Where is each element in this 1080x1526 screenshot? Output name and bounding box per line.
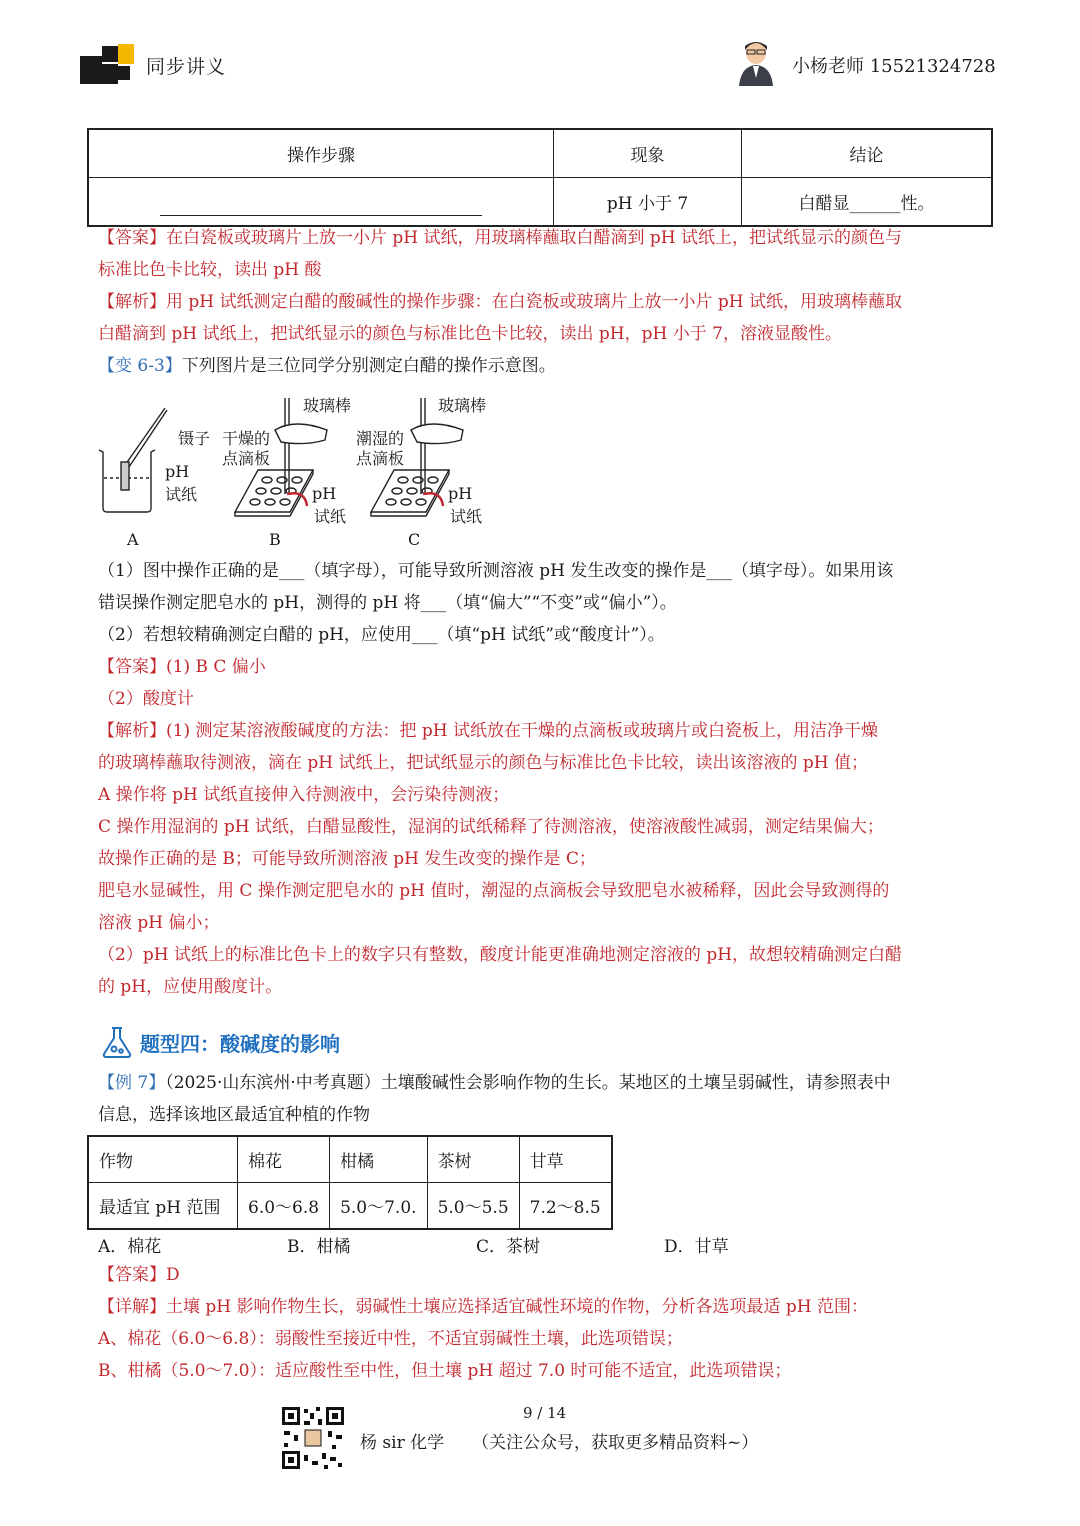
operation-table xyxy=(87,128,993,227)
td-conclusion: 白醋显______性。 xyxy=(742,178,993,227)
option-d: D．甘草 xyxy=(664,1237,729,1257)
label-tweezers: 镊子 xyxy=(178,429,211,448)
label-ph-b-1: pH xyxy=(312,484,337,503)
option-b: B．柑橘 xyxy=(287,1237,351,1257)
analysis2-line-7: 溶液 pH 偏小； xyxy=(98,913,220,933)
label-a: A xyxy=(127,530,139,549)
example7-tag: 【例 7】 xyxy=(98,1073,166,1093)
crop-header-3: 茶树 xyxy=(427,1136,519,1183)
teacher-avatar xyxy=(735,38,777,86)
crop-row-2: 5.0～7.0. xyxy=(330,1183,427,1230)
label-rod-c: 玻璃棒 xyxy=(438,396,487,415)
td-step-blank xyxy=(88,178,554,227)
label-dry-1: 干燥的 xyxy=(222,429,271,448)
option-c: C．茶树 xyxy=(476,1237,541,1257)
footer-note: （关注公众号，获取更多精品资料~） xyxy=(472,1433,759,1453)
section-title: 题型四：酸碱度的影响 xyxy=(140,1032,340,1056)
analysis2-line-4: C 操作用湿润的 pH 试纸，白醋显酸性，湿润的试纸稀释了待测溶液，使溶液酸性减弱，测定结果偏大； xyxy=(98,817,884,837)
variant-6-3 xyxy=(98,355,556,377)
crop-header-1: 棉花 xyxy=(238,1136,330,1183)
label-ph-a-1: pH xyxy=(165,462,190,481)
beaker-setup xyxy=(99,408,167,512)
detail7-line-2: A、棉花（6.0～6.8）：弱酸性至接近中性，不适宜弱碱性土壤，此选项错误； xyxy=(98,1329,683,1349)
label-rod-b: 玻璃棒 xyxy=(303,396,352,415)
label-wet-2: 点滴板 xyxy=(356,449,405,468)
analysis2-line-8: （2）pH 试纸上的标准比色卡上的数字只有整数，酸度计能更准确地测定溶液的 pH，故想较精确测定白醋 xyxy=(98,945,903,965)
analysis-line-1: 【解析】用 pH 试纸测定白醋的酸碱性的操作步骤：在白瓷板或玻璃片上放一小片 pH 试纸，用玻璃棒蘸取 xyxy=(98,292,903,312)
td-phenomenon: pH 小于 7 xyxy=(554,178,742,227)
crop-ph-table xyxy=(87,1135,613,1230)
analysis2-line-2: 的玻璃棒蘸取待测液，滴在 pH 试纸上，把试纸显示的颜色与标准比色卡比较，读出该溶液的 pH 值； xyxy=(98,753,869,773)
label-ph-c-1: pH xyxy=(448,484,473,503)
detail7-line-1: 【详解】土壤 pH 影响作物生长，弱碱性土壤应选择适宜碱性环境的作物，分析各选项最适 pH 范围： xyxy=(98,1297,869,1317)
example7-line-1 xyxy=(98,1072,891,1094)
question-line-1: （1）图中操作正确的是___（填字母），可能导致所测溶液 pH 发生改变的操作是___（填字母）。如果用该 xyxy=(98,561,894,581)
variant-tag: 【变 6-3】 xyxy=(98,356,182,376)
answer-line-1: 【答案】在白瓷板或玻璃片上放一小片 pH 试纸，用玻璃棒蘸取白醋滴到 pH 试纸上，把试纸显示的颜色与 xyxy=(98,228,903,248)
crop-header-0: 作物 xyxy=(88,1136,238,1183)
analysis2-line-9: 的 pH，应使用酸度计。 xyxy=(98,977,283,997)
crop-row-3: 5.0～5.5 xyxy=(427,1183,519,1230)
option-a: A．棉花 xyxy=(98,1237,162,1257)
example7-line-2: 信息，选择该地区最适宜种植的作物 xyxy=(98,1105,370,1125)
answer7: 【答案】D xyxy=(98,1265,180,1285)
page-number: 9 / 14 xyxy=(523,1404,567,1422)
answer2-line-2: （2）酸度计 xyxy=(98,689,194,709)
analysis2-line-3: A 操作将 pH 试纸直接伸入待测液中，会污染待测液； xyxy=(98,785,510,805)
qr-code xyxy=(280,1405,346,1471)
variant-text: 下列图片是三位同学分别测定白醋的操作示意图。 xyxy=(181,356,556,376)
th-phenomenon: 现象 xyxy=(554,129,742,178)
analysis2-line-1: 【解析】(1) 测定某溶液酸碱度的方法：把 pH 试纸放在干燥的点滴板或玻璃片或白瓷板上，用洁净干燥 xyxy=(98,721,878,741)
experiment-figure xyxy=(95,390,495,550)
crop-row-4: 7.2～8.5 xyxy=(519,1183,612,1230)
brand-logo xyxy=(80,42,136,88)
th-conclusion: 结论 xyxy=(742,129,993,178)
question-line-2: 错误操作测定肥皂水的 pH，测得的 pH 将___（填“偏大”“不变”或“偏小”）。 xyxy=(98,593,677,613)
label-dry-2: 点滴板 xyxy=(222,449,271,468)
label-wet-1: 潮湿的 xyxy=(356,429,405,448)
label-ph-a-2: 试纸 xyxy=(165,485,198,504)
example7-text1: （2025·山东滨州·中考真题）土壤酸碱性会影响作物的生长。某地区的土壤呈弱碱性，请参照表中 xyxy=(165,1073,891,1093)
crop-row-0: 最适宜 pH 范围 xyxy=(88,1183,238,1230)
label-b: B xyxy=(269,530,281,549)
flask-icon xyxy=(98,1022,136,1060)
detail7-line-3: B、柑橘（5.0～7.0）：适应酸性至中性，但土壤 pH 超过 7.0 时可能不适宜，此选项错误； xyxy=(98,1361,792,1381)
crop-row-1: 6.0～6.8 xyxy=(238,1183,330,1230)
crop-header-4: 甘草 xyxy=(519,1136,612,1183)
analysis-line-2: 白醋滴到 pH 试纸上，把试纸显示的颜色与标准比色卡比较，读出 pH，pH 小于 7，溶液显酸性。 xyxy=(98,324,842,344)
analysis2-line-6: 肥皂水显碱性，用 C 操作测定肥皂水的 pH 值时，潮湿的点滴板会导致肥皂水被稀释，因此会导致测得的 xyxy=(98,881,890,901)
question-line-3: （2）若想较精确测定白醋的 pH，应使用___（填“pH 试纸”或“酸度计”）。 xyxy=(98,625,665,645)
label-ph-b-2: 试纸 xyxy=(314,507,347,526)
analysis2-line-5: 故操作正确的是 B；可能导致所测溶液 pH 发生改变的操作是 C； xyxy=(98,849,596,869)
label-ph-c-2: 试纸 xyxy=(450,507,483,526)
footer-account: 杨 sir 化学 xyxy=(360,1433,445,1453)
header-title: 同步讲义 xyxy=(146,56,227,78)
th-step: 操作步骤 xyxy=(88,129,554,178)
answer2-line-1: 【答案】(1) B C 偏小 xyxy=(98,657,266,677)
answer-line-2: 标准比色卡比较，读出 pH 酸 xyxy=(98,260,322,280)
crop-header-2: 柑橘 xyxy=(330,1136,427,1183)
header-teacher: 小杨老师 15521324728 xyxy=(792,56,996,77)
label-c: C xyxy=(408,530,421,549)
